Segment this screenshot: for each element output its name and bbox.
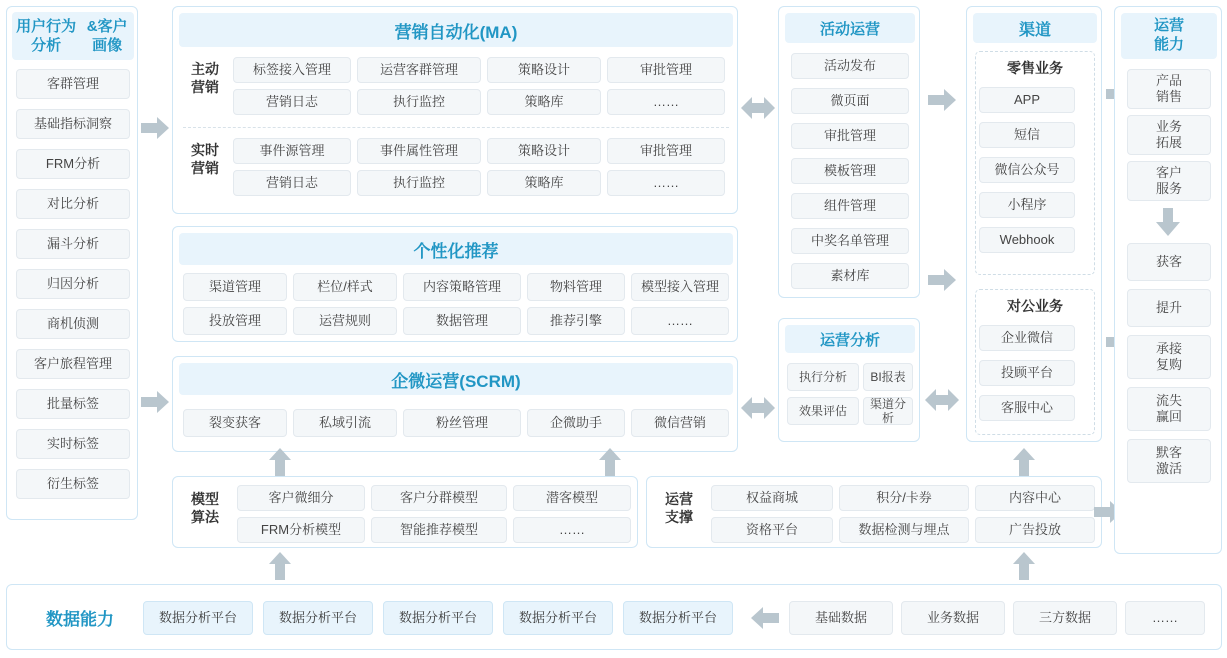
panel-title-ma: 营销自动化(MA) xyxy=(179,13,733,47)
panel-title-capability xyxy=(1121,13,1217,59)
list-item[interactable]: 商机侦测 xyxy=(16,309,130,339)
cell[interactable]: 客户 服务 xyxy=(1127,161,1211,201)
capability-title-line2: 能力 xyxy=(1153,36,1184,53)
cell[interactable]: 活动发布 xyxy=(791,53,909,79)
row-label-operation-support xyxy=(655,491,703,526)
data-capability-label: 数据能力 xyxy=(46,609,114,629)
user-analysis-title-line1: 用户行为分析 xyxy=(16,17,77,54)
row-label-line1: 运营 xyxy=(665,491,693,507)
user-analysis-title-line2: &客户画像 xyxy=(86,17,128,54)
cell[interactable]: 短信 xyxy=(979,122,1075,148)
panel-title-operation-analysis: 运营分析 xyxy=(785,325,915,353)
arrow-down-icon xyxy=(1153,207,1183,237)
cell[interactable]: 内容策略管理 xyxy=(403,273,521,301)
cell[interactable]: 企业微信 xyxy=(979,325,1075,351)
cell[interactable]: 数据分析平台 xyxy=(143,601,253,635)
cell[interactable]: 业务 拓展 xyxy=(1127,115,1211,155)
row-label-line1: 实时 xyxy=(191,142,219,158)
cell[interactable]: 潜客模型 xyxy=(513,485,631,511)
channel-retail-title: 零售业务 xyxy=(1007,60,1063,76)
capability-title-line1: 运营 xyxy=(1153,17,1184,35)
cell[interactable]: 微信公众号 xyxy=(979,157,1075,183)
cell[interactable]: BI报表 xyxy=(863,363,913,391)
cell[interactable]: 渠道管理 xyxy=(183,273,287,301)
cell[interactable]: 审批管理 xyxy=(607,57,725,83)
arrow-up-icon xyxy=(268,448,292,476)
cell[interactable]: 模型接入管理 xyxy=(631,273,729,301)
cell[interactable]: 权益商城 xyxy=(711,485,833,511)
cell[interactable]: 业务数据 xyxy=(901,601,1005,635)
panel-personalized-recommendation xyxy=(172,226,738,342)
cell[interactable]: 数据检测与埋点 xyxy=(839,517,969,543)
row-label-line1: 模型 xyxy=(191,491,219,507)
row-label-line2: 营销 xyxy=(191,78,219,95)
row-label-line1: 主动 xyxy=(191,61,219,77)
cell[interactable]: 企微助手 xyxy=(527,409,625,437)
arrow-up-icon xyxy=(1012,552,1036,580)
cell[interactable]: 投放管理 xyxy=(183,307,287,335)
list-item[interactable]: 客户旅程管理 xyxy=(16,349,130,379)
cell[interactable]: …… xyxy=(631,307,729,335)
panel-operation-analysis xyxy=(778,318,920,442)
arrow-up-icon xyxy=(1012,448,1036,476)
cell[interactable]: 流失 赢回 xyxy=(1127,387,1211,431)
cell[interactable]: 微信营销 xyxy=(631,409,729,437)
cell[interactable]: 小程序 xyxy=(979,192,1075,218)
cell[interactable]: 审批管理 xyxy=(791,123,909,149)
cell[interactable]: 营销日志 xyxy=(233,170,351,196)
list-item[interactable]: 基础指标洞察 xyxy=(16,109,130,139)
cell[interactable]: 客户微细分 xyxy=(237,485,365,511)
cell[interactable]: 客户分群模型 xyxy=(371,485,507,511)
cell[interactable]: 运营规则 xyxy=(293,307,397,335)
cell[interactable]: 私域引流 xyxy=(293,409,397,437)
cell[interactable]: 营销日志 xyxy=(233,89,351,115)
cell[interactable]: 内容中心 xyxy=(975,485,1095,511)
cell[interactable]: 数据管理 xyxy=(403,307,521,335)
cell[interactable]: 数据分析平台 xyxy=(623,601,733,635)
cell[interactable]: 推荐引擎 xyxy=(527,307,625,335)
row-label-active-marketing xyxy=(183,61,227,96)
cell[interactable]: 策略库 xyxy=(487,170,601,196)
list-item[interactable]: FRM分析 xyxy=(16,149,130,179)
panel-operation-capability xyxy=(1114,6,1222,554)
cell[interactable]: 素材库 xyxy=(791,263,909,289)
arrow-double-icon xyxy=(740,96,776,120)
cell[interactable]: 渠道分析 xyxy=(863,397,913,425)
cell[interactable]: 客服中心 xyxy=(979,395,1075,421)
panel-channel xyxy=(966,6,1102,442)
cell[interactable]: 审批管理 xyxy=(607,138,725,164)
cell[interactable]: 资格平台 xyxy=(711,517,833,543)
arrow-up-icon xyxy=(268,552,292,580)
cell[interactable]: …… xyxy=(607,170,725,196)
cell[interactable]: 物料管理 xyxy=(527,273,625,301)
panel-model-algorithm xyxy=(172,476,638,548)
cell[interactable]: 默客 激活 xyxy=(1127,439,1211,483)
panel-marketing-automation xyxy=(172,6,738,214)
row-label-realtime-marketing xyxy=(183,142,227,177)
cell[interactable]: 数据分析平台 xyxy=(383,601,493,635)
arrow-right-icon xyxy=(140,116,170,140)
cell[interactable]: 效果评估 xyxy=(787,397,859,425)
arrow-right-icon xyxy=(140,390,170,414)
cell[interactable]: …… xyxy=(607,89,725,115)
list-item[interactable]: 归因分析 xyxy=(16,269,130,299)
list-item[interactable]: 对比分析 xyxy=(16,189,130,219)
list-item[interactable]: 批量标签 xyxy=(16,389,130,419)
cell[interactable]: APP xyxy=(979,87,1075,113)
panel-title-user-analysis xyxy=(12,12,134,60)
cell[interactable]: 标签接入管理 xyxy=(233,57,351,83)
cell[interactable]: 组件管理 xyxy=(791,193,909,219)
cell[interactable]: 裂变获客 xyxy=(183,409,287,437)
cell[interactable]: 策略设计 xyxy=(487,57,601,83)
cell[interactable]: 运营客群管理 xyxy=(357,57,481,83)
cell[interactable]: 投顾平台 xyxy=(979,360,1075,386)
arrow-left-icon xyxy=(749,607,781,629)
cell[interactable]: 基础数据 xyxy=(789,601,893,635)
list-item[interactable]: 客群管理 xyxy=(16,69,130,99)
cell[interactable]: 智能推荐模型 xyxy=(371,517,507,543)
panel-operation-support xyxy=(646,476,1102,548)
cell[interactable]: 广告投放 xyxy=(975,517,1095,543)
cell[interactable]: FRM分析模型 xyxy=(237,517,365,543)
panel-title-activity: 活动运营 xyxy=(785,13,915,43)
cell[interactable]: 提升 xyxy=(1127,289,1211,327)
list-item[interactable]: 实时标签 xyxy=(16,429,130,459)
cell[interactable]: 事件属性管理 xyxy=(357,138,481,164)
row-label-line2: 营销 xyxy=(191,159,219,176)
cell[interactable]: 数据分析平台 xyxy=(503,601,613,635)
cell[interactable]: …… xyxy=(513,517,631,543)
cell[interactable]: 模板管理 xyxy=(791,158,909,184)
cell[interactable]: 策略设计 xyxy=(487,138,601,164)
panel-title-scrm: 企微运营(SCRM) xyxy=(179,363,733,395)
cell[interactable]: 执行监控 xyxy=(357,170,481,196)
cell[interactable]: 事件源管理 xyxy=(233,138,351,164)
cell[interactable]: …… xyxy=(1125,601,1205,635)
panel-data-capability xyxy=(6,584,1222,650)
cell[interactable]: 栏位/样式 xyxy=(293,273,397,301)
cell[interactable]: 中奖名单管理 xyxy=(791,228,909,254)
arrow-right-icon xyxy=(926,268,958,292)
arrow-up-icon xyxy=(598,448,622,476)
row-label-line2: 算法 xyxy=(191,508,219,525)
list-item[interactable]: 衍生标签 xyxy=(16,469,130,499)
cell[interactable]: 获客 xyxy=(1127,243,1211,281)
channel-corporate-title: 对公业务 xyxy=(1007,298,1063,314)
cell[interactable]: 积分/卡券 xyxy=(839,485,969,511)
panel-scrm xyxy=(172,356,738,452)
cell[interactable]: 执行分析 xyxy=(787,363,859,391)
arrow-right-icon xyxy=(926,88,958,112)
panel-title-channel: 渠道 xyxy=(973,13,1097,43)
cell[interactable]: 微页面 xyxy=(791,88,909,114)
divider xyxy=(183,127,729,128)
cell[interactable]: 产品 销售 xyxy=(1127,69,1211,109)
cell[interactable]: Webhook xyxy=(979,227,1075,253)
panel-user-analysis xyxy=(6,6,138,520)
cell[interactable]: 三方数据 xyxy=(1013,601,1117,635)
panel-activity-operation xyxy=(778,6,920,298)
row-label-model-algorithm xyxy=(181,491,229,526)
cell[interactable]: 粉丝管理 xyxy=(403,409,521,437)
arrow-double-icon xyxy=(924,388,960,412)
cell[interactable]: 策略库 xyxy=(487,89,601,115)
row-label-line2: 支撑 xyxy=(665,508,693,525)
panel-title-recommendation: 个性化推荐 xyxy=(179,233,733,265)
list-item[interactable]: 漏斗分析 xyxy=(16,229,130,259)
cell[interactable]: 承接 复购 xyxy=(1127,335,1211,379)
cell[interactable]: 执行监控 xyxy=(357,89,481,115)
cell[interactable]: 数据分析平台 xyxy=(263,601,373,635)
arrow-double-icon xyxy=(740,396,776,420)
